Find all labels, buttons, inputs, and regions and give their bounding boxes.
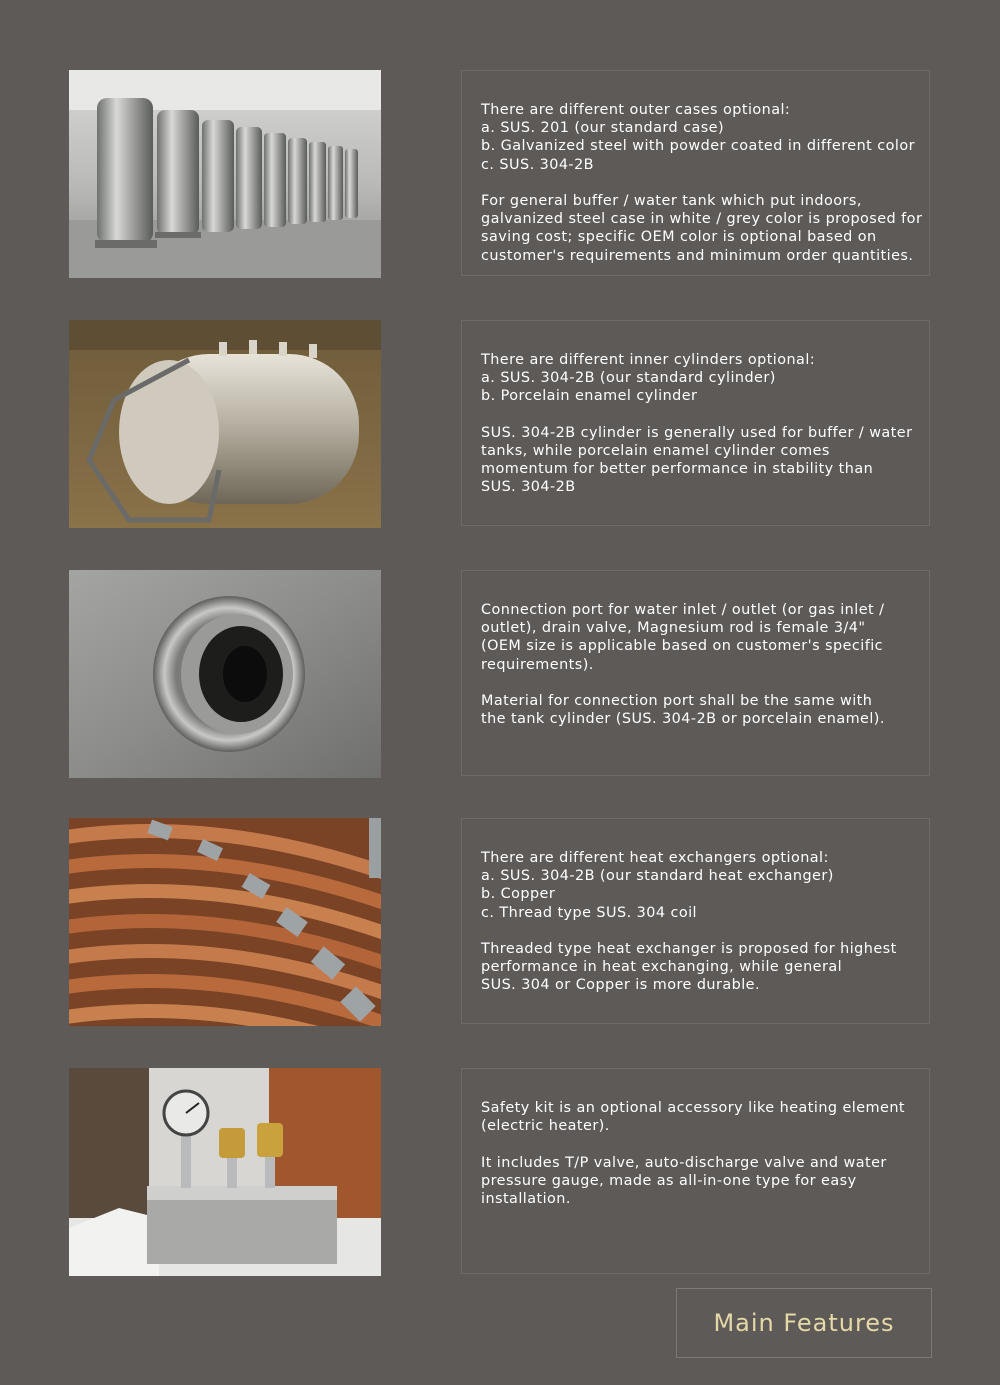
connection-port-image — [69, 570, 381, 778]
text-line: the tank cylinder (SUS. 304-2B or porcelain enamel). — [481, 711, 885, 728]
paragraph-gap — [481, 174, 929, 192]
feature-row-connection-port — [0, 570, 1000, 780]
text-line: Threaded type heat exchanger is proposed for highest — [481, 941, 897, 957]
safety-kit-text — [461, 1068, 930, 1274]
text-line: b. Galvanized steel with powder coated in different color — [481, 138, 915, 155]
connection-port-photo — [69, 570, 381, 778]
paragraph-gap — [481, 922, 929, 940]
text-line: SUS. 304-2B — [481, 479, 576, 496]
text-line: momentum for better performance in stability than — [481, 461, 874, 478]
inner-cylinders-text — [461, 320, 930, 526]
text-line: c. Thread type SUS. 304 coil — [481, 904, 697, 921]
text-line: customer's requirements and minimum order quantities. — [481, 247, 914, 264]
text-line: It includes T/P valve, auto-discharge valve and water — [481, 1154, 887, 1171]
text-line: tanks, while porcelain enamel cylinder comes — [481, 443, 830, 459]
main-features-label-box — [676, 1288, 932, 1358]
text-line: b. Copper — [481, 886, 556, 903]
outer-cases-text — [461, 70, 930, 276]
text-line: performance in heat exchanging, while general — [481, 959, 843, 976]
text-line: a. SUS. 304-2B (our standard cylinder) — [481, 370, 776, 387]
text-line: There are different heat exchangers optional: — [481, 850, 829, 866]
feature-row-safety-kit — [0, 1068, 1000, 1278]
feature-row-heat-exchangers — [0, 818, 1000, 1028]
text-line: Safety kit is an optional accessory like heating element — [481, 1100, 905, 1116]
text-line: SUS. 304-2B cylinder is generally used for buffer / water — [481, 424, 913, 441]
text-line: There are different outer cases optional: — [481, 102, 791, 118]
text-line: outlet), drain valve, Magnesium rod is female 3/4" — [481, 620, 866, 637]
text-line: For general buffer / water tank which put indoors, — [481, 193, 862, 209]
paragraph-gap — [481, 674, 929, 692]
heat-exchangers-text — [461, 818, 930, 1024]
copper-coil-photo — [69, 818, 381, 1026]
feature-row-inner-cylinders — [0, 320, 1000, 530]
safety-kit-photo — [69, 1068, 381, 1276]
text-line: galvanized steel case in white / grey color is proposed for — [481, 211, 923, 228]
text-line: b. Porcelain enamel cylinder — [481, 388, 698, 405]
text-line: a. SUS. 304-2B (our standard heat exchanger) — [481, 868, 834, 885]
inner-cylinder-image — [69, 320, 381, 528]
text-line: saving cost; specific OEM color is optional based on — [481, 229, 877, 246]
text-line: c. SUS. 304-2B — [481, 156, 595, 173]
safety-kit-image — [69, 1068, 381, 1276]
copper-coil-image — [69, 818, 381, 1026]
text-line: a. SUS. 201 (our standard case) — [481, 120, 725, 137]
text-line: pressure gauge, made as all-in-one type for easy — [481, 1172, 857, 1189]
connection-port-text — [461, 570, 930, 776]
paragraph-gap — [481, 1135, 929, 1153]
inner-cylinder-photo — [69, 320, 381, 528]
tanks-factory-image — [69, 70, 381, 278]
text-line: requirements). — [481, 656, 594, 673]
text-line: (electric heater). — [481, 1118, 610, 1135]
text-line: There are different inner cylinders optional: — [481, 352, 816, 368]
text-line: installation. — [481, 1191, 571, 1207]
text-line: Connection port for water inlet / outlet (or gas inlet / — [481, 602, 885, 618]
tanks-factory-photo — [69, 70, 381, 278]
text-line: (OEM size is applicable based on customer's specific — [481, 638, 884, 655]
text-line: Material for connection port shall be the same with — [481, 693, 873, 709]
text-line: SUS. 304 or Copper is more durable. — [481, 977, 760, 994]
main-features-label: Main Features — [713, 1309, 895, 1337]
paragraph-gap — [481, 406, 929, 424]
feature-row-outer-cases — [0, 70, 1000, 280]
